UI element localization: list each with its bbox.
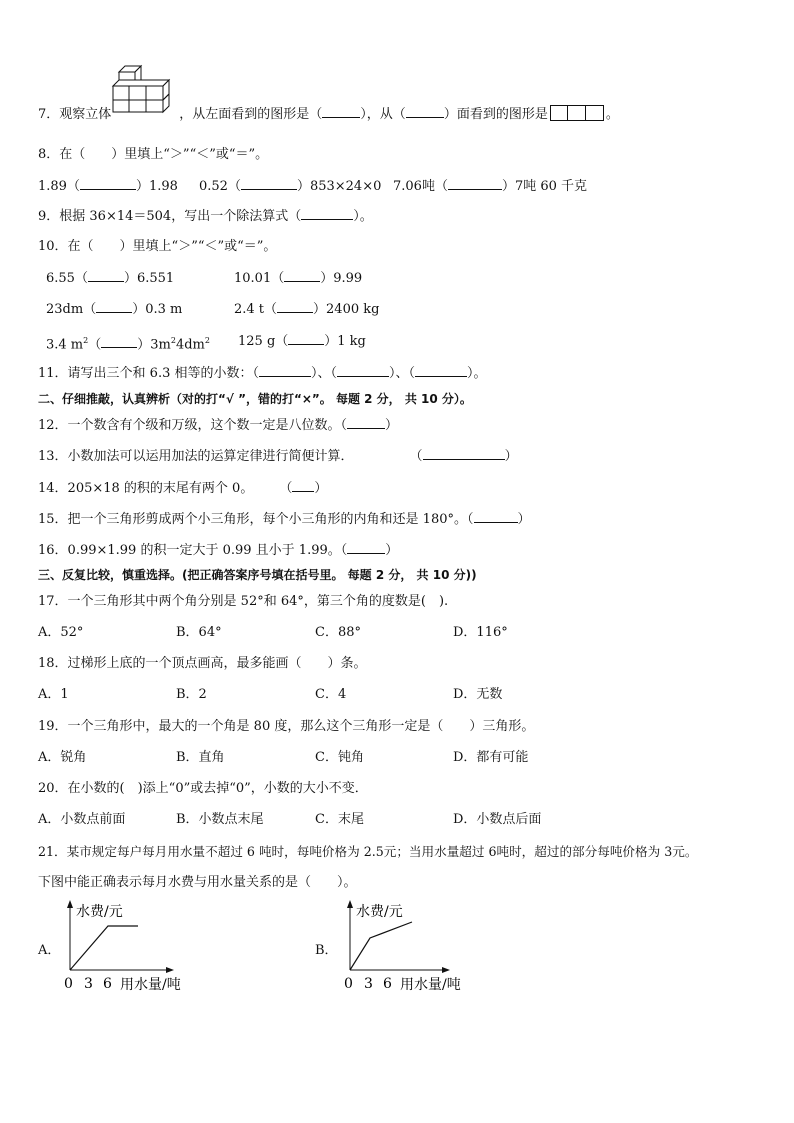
graph-b-label[interactable]: B．: [315, 943, 338, 958]
graph-a-xlabel: 用水量/吨: [120, 977, 181, 993]
question-9: [38, 207, 373, 226]
q13-text: 13．小数加法可以运用加法的运算定律进行简便计算．: [38, 449, 354, 464]
q17-stem: 17．一个三角形其中两个角分别是 52°和 64°，第三个角的度数是( ).: [38, 594, 449, 609]
q20-option-d[interactable]: D．小数点后面: [453, 812, 542, 827]
q7-text-b: ，从左面看到的图形是（: [179, 107, 323, 122]
q10-r3-c1-right-2: 4dm: [175, 337, 205, 353]
q15-close: ）: [517, 512, 531, 527]
graph-b-tick-3: 3: [364, 976, 373, 992]
q10-title: 10．在（ ）里填上“＞”“＜”或“＝”。: [38, 239, 277, 254]
graph-a[interactable]: [60, 898, 210, 998]
q9-blank[interactable]: [301, 207, 353, 220]
q11-blank-1[interactable]: [259, 364, 311, 377]
q10-r1-c2-left: 10.01（: [234, 271, 285, 286]
q20-option-b[interactable]: B．小数点末尾: [176, 812, 264, 827]
q8-item-3-left: 7.06吨（: [393, 179, 448, 194]
q13-close: ）: [504, 449, 518, 464]
q8-item-1-left: 1.89（: [38, 179, 80, 194]
q9-text-a: 9．根据 36×14＝504，写出一个除法算式（: [38, 209, 302, 224]
q8-title: 8．在（ ）里填上“＞”“＜”或“＝”。: [38, 147, 269, 162]
q18-option-d[interactable]: D．无数: [453, 687, 503, 702]
q18-option-a[interactable]: A．1: [38, 687, 69, 702]
q20-option-a[interactable]: A．小数点前面: [38, 812, 126, 827]
q19-option-d[interactable]: D．都有可能: [453, 750, 529, 765]
q11-text-b: ）、（: [310, 366, 337, 381]
q10-r3-c1-right: ）3m: [137, 337, 171, 353]
q8-item-2: [199, 177, 381, 196]
q21-stem-2: 下图中能正确表示每月水费与用水量关系的是（ ）。: [38, 875, 357, 890]
q8-item-2-left: 0.52（: [199, 179, 241, 194]
q10-r3-c2-left: 125 g（: [238, 334, 289, 349]
question-14: [38, 479, 327, 498]
q17-option-a[interactable]: A．52°: [38, 625, 84, 640]
q8-item-3: [393, 177, 587, 196]
q17-option-b[interactable]: B．64°: [176, 625, 222, 640]
q19-option-b[interactable]: B．直角: [176, 750, 225, 765]
q20-stem: 20．在小数的( )添上“0”或去掉“0”，小数的大小不变．: [38, 781, 368, 796]
graph-a-x-arrow: [166, 967, 174, 973]
graph-b-x-arrow: [442, 967, 450, 973]
q19-option-c[interactable]: C．钝角: [315, 750, 364, 765]
q10-blank-2[interactable]: [284, 269, 320, 282]
cube-stack-icon: [111, 82, 179, 112]
question-13: [38, 447, 518, 466]
q19-option-a[interactable]: A．锐角: [38, 750, 87, 765]
cube-figure: [111, 98, 179, 126]
graph-b-tick-0: 0: [344, 976, 353, 992]
graph-b-y-arrow: [347, 900, 353, 908]
graph-b[interactable]: [340, 898, 490, 998]
q8-item-1-right: ）1.98: [135, 179, 178, 194]
q16-text: 16．0.99×1.99 的积一定大于 0.99 且小于 1.99。（: [38, 543, 348, 558]
three-squares-figure: [550, 105, 604, 121]
q14-close: ）: [314, 481, 328, 496]
q10-r3-c1-left: 3.4 m: [46, 337, 84, 353]
q8-blank-2[interactable]: [241, 177, 297, 190]
graph-b-tick-6: 6: [383, 976, 392, 992]
q10-r1-c2-right: ）9.99: [320, 271, 363, 286]
q10-r2-c1-left: 23dm（: [46, 302, 97, 317]
q12-text: 12．一个数含有个级和万级，这个数一定是八位数。（: [38, 418, 348, 433]
graph-a-tick-3: 3: [84, 976, 93, 992]
graph-a-y-arrow: [67, 900, 73, 908]
q7-text-c: ），从（: [360, 107, 406, 122]
graph-b-xlabel: 用水量/吨: [400, 977, 461, 993]
q8-blank-3[interactable]: [448, 177, 502, 190]
q14-text: 14．205×18 的积的末尾有两个 0。: [38, 481, 254, 496]
q10-blank-6[interactable]: [288, 332, 324, 345]
q10-blank-1[interactable]: [88, 269, 124, 282]
q12-blank[interactable]: [347, 416, 385, 429]
q10-r3-c2-right: ）1 kg: [324, 334, 366, 349]
q18-option-b[interactable]: B．2: [176, 687, 207, 702]
q11-blank-2[interactable]: [337, 364, 389, 377]
q10-r3-c1: [46, 332, 210, 354]
graph-a-tick-0: 0: [64, 976, 73, 992]
q19-stem: 19．一个三角形中，最大的一个角是 80 度，那么这个三角形一定是（ ）三角形。: [38, 719, 535, 734]
q10-r2-c1-right: ）0.3 m: [132, 302, 183, 317]
q10-r2-c2-left: 2.4 t（: [234, 302, 278, 317]
q18-option-c[interactable]: C．4: [315, 687, 347, 702]
q7-blank-1[interactable]: [322, 105, 360, 118]
q10-blank-5[interactable]: [101, 335, 137, 348]
question-16: [38, 541, 398, 560]
q10-r1-c2: [234, 269, 362, 288]
question-15: [38, 510, 531, 529]
q10-r1-c1-right: ）6.551: [123, 271, 175, 286]
q10-r2-c2-right: ）2400 kg: [313, 302, 380, 317]
q17-option-d[interactable]: D．116°: [453, 625, 508, 640]
q14-blank[interactable]: [292, 479, 314, 492]
q10-blank-4[interactable]: [277, 300, 313, 313]
q7-text-e: 。: [605, 107, 619, 122]
q18-stem: 18．过梯形上底的一个顶点画高，最多能画（ ）条。: [38, 656, 367, 671]
section-2-heading: 二、仔细推敲，认真辨析（对的打“√ ”，错的打“×”。 每题 2 分， 共 10 分）。: [38, 392, 472, 406]
question-12: [38, 416, 398, 435]
q10-r2-c2: [234, 300, 379, 319]
graph-a-line: [70, 926, 138, 970]
q11-text-d: ）。: [467, 366, 487, 381]
graph-b-ylabel: 水费/元: [356, 904, 403, 920]
q7-text-d: ）面看到的图形是: [443, 107, 548, 122]
q7-text-a: 7．观察立体: [38, 107, 112, 122]
q12-close: ）: [385, 418, 399, 433]
q21-stem: 21．某市规定每户每月用水量不超过 6 吨时，每吨价格为 2.5元；当用水量超过 6吨时，超过的部分每吨价格为 3元。: [38, 844, 698, 859]
q10-r3-sup-2: 2: [170, 336, 176, 345]
q10-r2-c1: [46, 300, 182, 319]
question-7: [38, 98, 619, 126]
graph-a-label[interactable]: A．: [38, 943, 61, 958]
q10-r1-c1: [46, 269, 174, 288]
q20-option-c[interactable]: C．末尾: [315, 812, 364, 827]
question-11: [38, 364, 487, 383]
q11-text-c: ）、（: [389, 366, 416, 381]
q8-blank-1[interactable]: [80, 177, 136, 190]
q15-text: 15．把一个三角形剪成两个小三角形，每个小三角形的内角和还是 180°。（: [38, 512, 474, 527]
q11-blank-3[interactable]: [415, 364, 467, 377]
q11-text-a: 11．请写出三个和 6.3 相等的小数：（: [38, 366, 259, 381]
q14-open: （: [279, 481, 293, 496]
q16-blank[interactable]: [347, 541, 385, 554]
graph-a-ylabel: 水费/元: [76, 904, 123, 920]
q8-item-2-right: ）853×24×0: [296, 179, 382, 194]
q10-r3-sup-3: 2: [204, 336, 210, 345]
q10-blank-3[interactable]: [96, 300, 132, 313]
q8-item-1: [38, 177, 178, 196]
q7-blank-2[interactable]: [406, 105, 444, 118]
q9-text-b: ）。: [353, 209, 373, 224]
q15-blank[interactable]: [474, 510, 518, 523]
q8-item-3-right: ）7吨 60 千克: [501, 179, 588, 194]
q10-r3-c2: [238, 332, 366, 351]
q10-r3-sup-1: 2: [83, 336, 89, 345]
section-3-heading: 三、反复比较，慎重选择。(把正确答案序号填在括号里。 每题 2 分， 共 10 分)): [38, 568, 477, 582]
q13-open: （: [409, 449, 423, 464]
q16-close: ）: [385, 543, 399, 558]
q17-option-c[interactable]: C．88°: [315, 625, 361, 640]
q13-blank[interactable]: [423, 447, 505, 460]
q10-r1-c1-left: 6.55（: [46, 271, 88, 286]
q10-r3-paren: （: [88, 337, 102, 353]
graph-b-line: [350, 922, 412, 970]
graph-a-tick-6: 6: [103, 976, 112, 992]
